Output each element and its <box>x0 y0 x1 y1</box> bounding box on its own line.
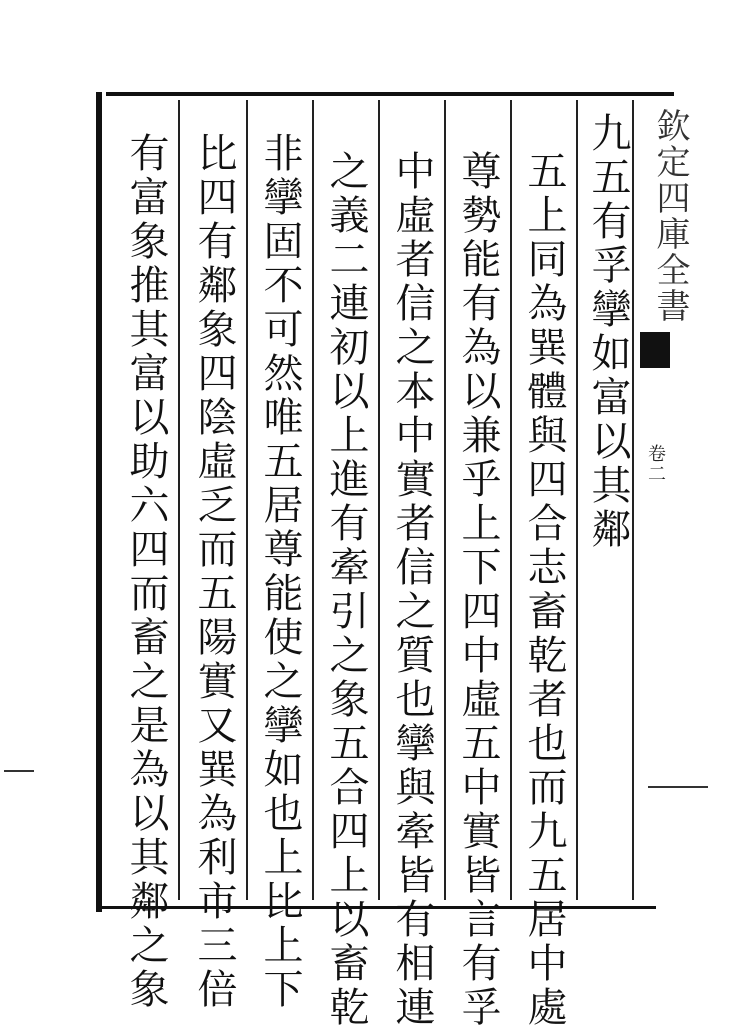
text-column: 五上同為巽體與四合志畜乾者也而九五居中處 <box>521 150 567 1030</box>
column-rule <box>246 100 248 900</box>
column-rule <box>378 100 380 900</box>
margin-book-title: 欽定四庫全書 <box>650 108 690 324</box>
text-column: 比四有鄰象四陰虛乏而五陽實又巽為利市三倍 <box>191 132 237 1012</box>
scan-mark <box>648 786 708 788</box>
text-column-heading: 九五有孚攣如富以其鄰 <box>585 112 631 552</box>
column-rule <box>312 100 314 900</box>
text-column: 非攣固不可然唯五居尊能使之攣如也上比上下 <box>257 132 303 1012</box>
column-rule <box>510 100 512 900</box>
scan-mark <box>4 770 34 772</box>
text-column: 之義二連初以上進有牽引之象五合四上以畜乾 <box>323 150 369 1030</box>
page-border-left <box>96 92 102 912</box>
column-rule <box>444 100 446 900</box>
column-rule <box>178 100 180 900</box>
page-border-bottom <box>96 906 656 909</box>
text-column: 有富象推其富以助六四而畜之是為以其鄰之象 <box>123 132 169 1012</box>
margin-juan-label: 卷二 <box>645 444 666 484</box>
fishtail-mark <box>640 332 670 368</box>
page-border-top <box>106 92 674 96</box>
column-rule <box>576 100 578 900</box>
text-column: 中虛者信之本中實者信之質也攣與牽皆有相連 <box>389 150 435 1030</box>
text-column: 尊勢能有為以兼乎上下四中虛五中實皆言有孚 <box>455 150 501 1030</box>
